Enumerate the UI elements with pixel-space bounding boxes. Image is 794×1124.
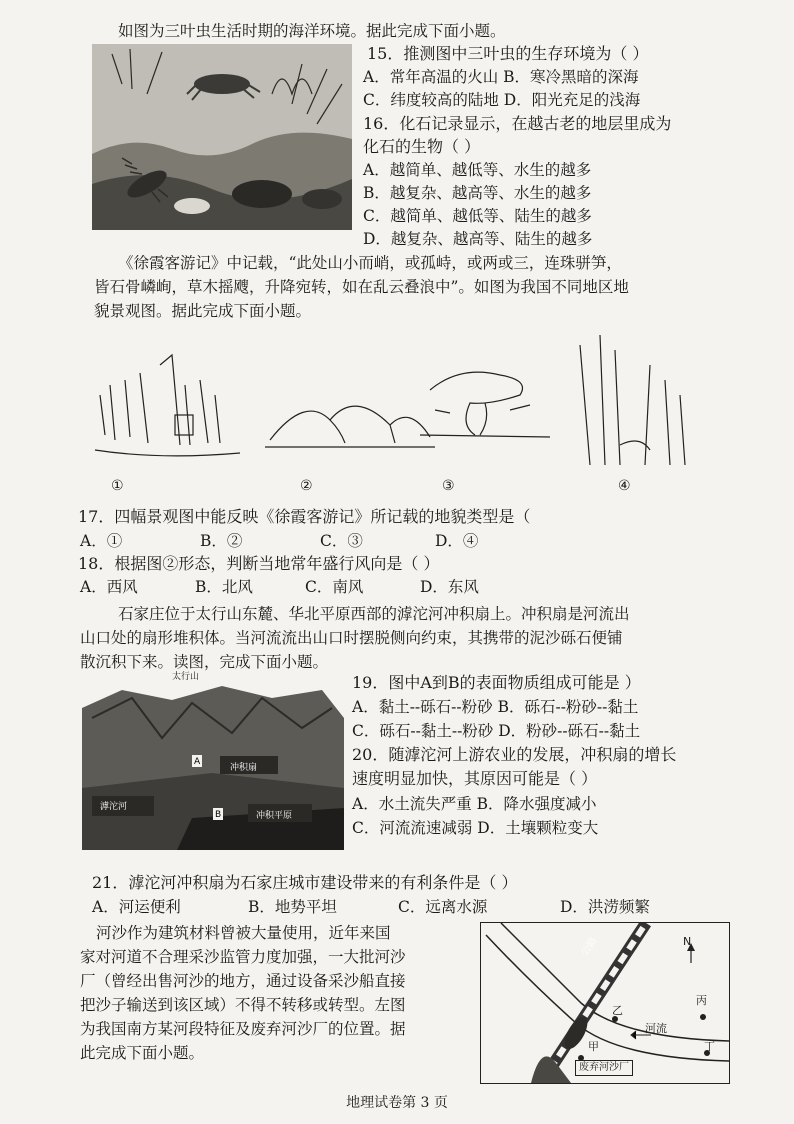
q18-option-b: B．北风 [195, 578, 253, 596]
trilobite-illustration [92, 44, 352, 230]
q17-option-d: D．④ [435, 532, 479, 550]
q21-stem: 21．滹沱河冲积扇为石家庄城市建设带来的有利条件是（ ） [92, 873, 518, 892]
river-map-bing: 丙 [696, 994, 707, 1007]
landscape-sketches [90, 325, 710, 475]
q19-stem: 19．图中A到B的表面物质组成可能是 ） [352, 673, 641, 692]
q17-option-a: A．① [80, 532, 123, 550]
landscape-label-2: ② [300, 478, 313, 494]
intro-sand-line1: 河沙作为建筑材料曾被大量使用，近年来国 [96, 924, 391, 942]
intro-xuxiake-line3: 貌景观图。据此完成下面小题。 [94, 302, 312, 320]
river-map-yi: 乙 [612, 1004, 623, 1017]
q16-option-b: B．越复杂、越高等、水生的越多 [363, 184, 592, 202]
river-map-river: 河流 [645, 1022, 667, 1035]
q18-option-d: D．东风 [420, 578, 479, 596]
q20-options-row2: C．河流流速减弱 D．土壤颗粒变大 [352, 819, 599, 837]
q17-option-c: C．③ [320, 532, 363, 550]
landscape-label-1: ① [111, 478, 124, 494]
intro-trilobite: 如图为三叶虫生活时期的海洋环境。据此完成下面小题。 [118, 22, 506, 40]
river-map-jia: 甲 [588, 1040, 599, 1053]
q19-options-row2: C．砾石--黏土--粉砂 D．粉砂--砾石--黏土 [352, 722, 641, 740]
q16-option-a: A．越简单、越低等、水生的越多 [363, 161, 592, 179]
river-map-north: N [683, 935, 692, 948]
intro-fan-line2: 山口处的扇形堆积体。当河流流出山口时摆脱侧向约束，其携带的泥沙砾石便铺 [80, 629, 623, 647]
fan-map-point-a: A [194, 757, 201, 767]
fan-map-point-b: B [215, 810, 222, 820]
q21-option-c: C．远离水源 [398, 898, 488, 916]
alluvial-fan-map [82, 678, 344, 850]
river-map-road: 公路 [579, 935, 600, 959]
q21-option-d: D．洪涝频繁 [560, 898, 650, 916]
q16-stem-line2: 化石的生物（ ） [363, 137, 481, 156]
intro-sand-line6: 此完成下面小题。 [80, 1044, 205, 1062]
intro-sand-line4: 把沙子输送到该区域）不得不转移或转型。左图 [80, 996, 406, 1014]
q18-option-c: C．南风 [305, 578, 364, 596]
q18-stem: 18．根据图②形态，判断当地常年盛行风向是（ ） [78, 554, 440, 573]
fan-map-label-plain: 冲积平原 [256, 811, 293, 821]
fan-map-label-river: 滹沱河 [100, 802, 128, 812]
q21-option-a: A．河运便利 [92, 898, 181, 916]
q17-stem: 17．四幅景观图中能反映《徐霞客游记》所记载的地貌类型是（ [78, 507, 531, 526]
q20-stem-line1: 20．随滹沱河上游农业的发展，冲积扇的增长 [352, 745, 677, 764]
q20-options-row1: A．水土流失严重 B．降水强度减小 [352, 795, 597, 813]
q21-option-b: B．地势平坦 [248, 898, 337, 916]
intro-sand-line2: 家对河道不合理采沙监管力度加强，一大批河沙 [80, 948, 406, 966]
page-footer: 地理试卷第 3 页 [346, 1095, 448, 1111]
q20-stem-line2: 速度明显加快，其原因可能是（ ） [352, 769, 598, 788]
river-map-ding: 丁 [704, 1040, 715, 1053]
q17-option-b: B．② [200, 532, 243, 550]
fan-map-label-mountain: 太行山 [172, 672, 200, 682]
intro-sand-line3: 厂（曾经出售河沙的地方，通过设备采沙船直接 [80, 972, 406, 990]
q15-options-row2: C．纬度较高的陆地 D．阳光充足的浅海 [363, 91, 641, 109]
fan-map-label-fan: 冲积扇 [230, 763, 258, 773]
intro-sand-line5: 为我国南方某河段特征及废弃河沙厂的位置。据 [80, 1020, 406, 1038]
intro-xuxiake-line2: 皆石骨嶙峋，草木摇飕，升降宛转，如在乱云叠浪中”。如图为我国不同地区地 [94, 278, 629, 296]
landscape-label-4: ④ [618, 478, 631, 494]
intro-fan-line1: 石家庄位于太行山东麓、华北平原西部的滹沱河冲积扇上。冲积扇是河流出 [118, 605, 630, 623]
q18-option-a: A．西风 [80, 578, 138, 596]
landscape-label-3: ③ [442, 478, 455, 494]
intro-xuxiake-line1: 《徐霞客游记》中记载，“此处山小而峭，或孤峙，或两或三，连珠骈笋， [118, 254, 622, 272]
q15-options-row1: A．常年高温的火山 B．寒冷黑暗的深海 [363, 68, 639, 86]
intro-fan-line3: 散沉积下来。读图，完成下面小题。 [80, 653, 329, 671]
river-map-factory-label: 废弃河沙厂 [575, 1060, 633, 1076]
q16-option-c: C．越简单、越低等、陆生的越多 [363, 207, 592, 225]
q16-option-d: D．越复杂、越高等、陆生的越多 [363, 230, 593, 248]
q19-options-row1: A．黏土--砾石--粉砂 B．砾石--粉砂--黏土 [352, 698, 639, 716]
q16-stem-line1: 16．化石记录显示，在越古老的地层里成为 [363, 114, 672, 133]
q15-stem: 15．推测图中三叶虫的生存环境为（ ） [367, 44, 649, 63]
